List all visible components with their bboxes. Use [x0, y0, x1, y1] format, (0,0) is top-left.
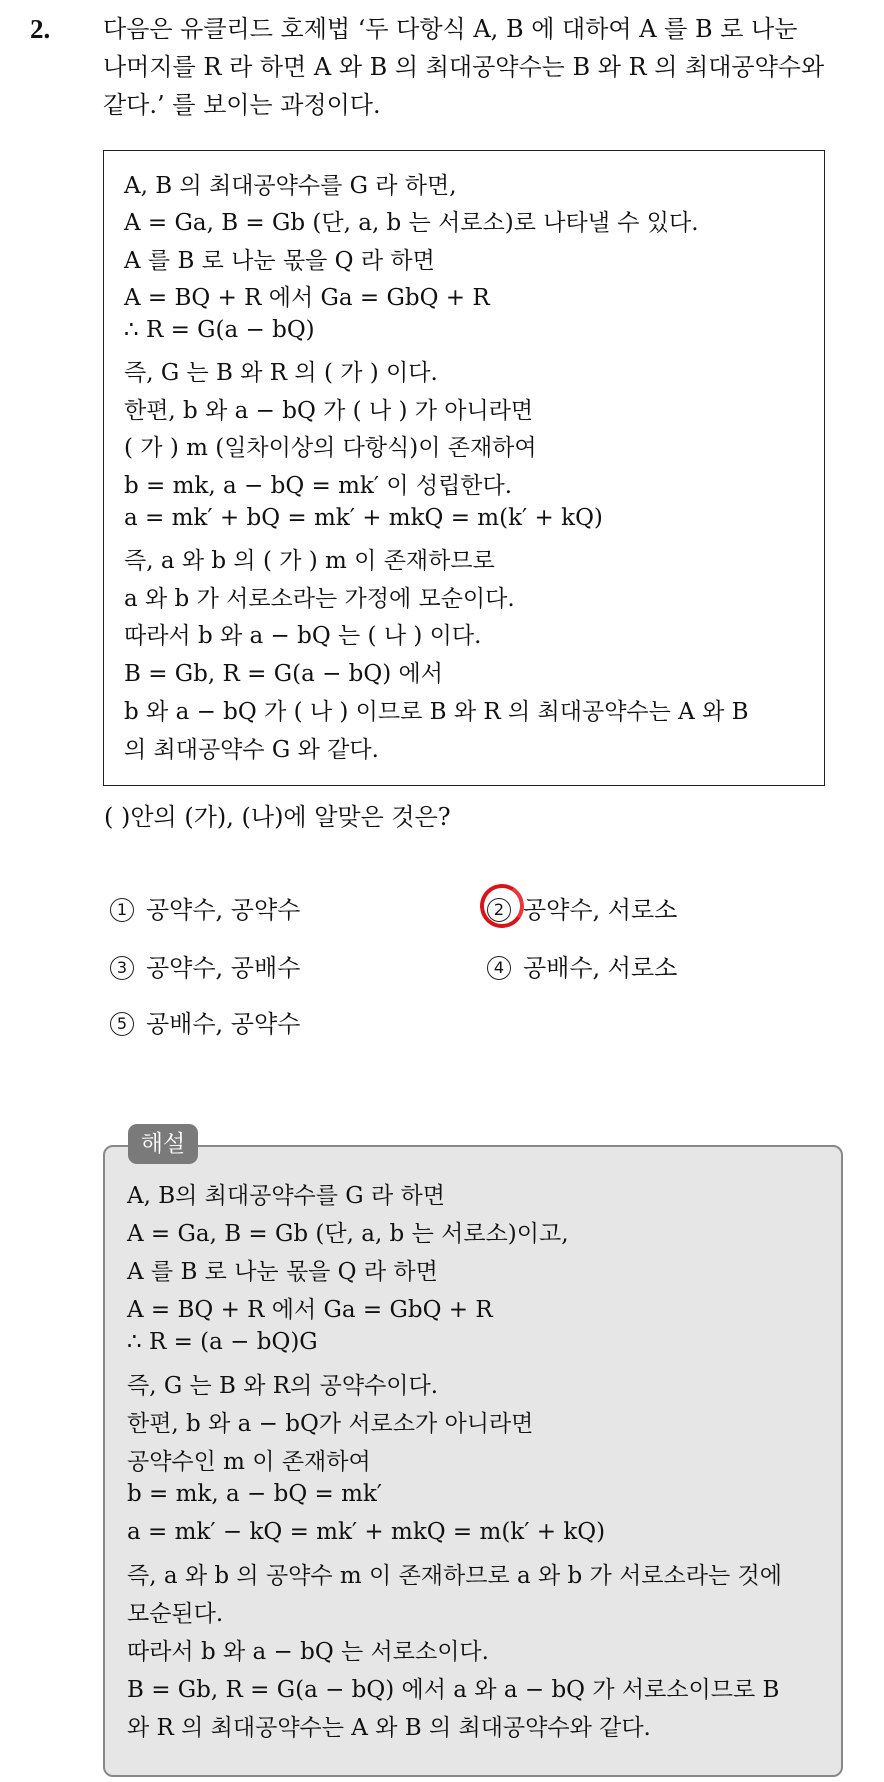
solution-line: 즉, G 는 B 와 R의 공약수이다.: [127, 1373, 439, 1399]
solution-line: b = mk, a − bQ = mk′: [127, 1481, 383, 1507]
solution-line: 공약수인 m 이 존재하여: [127, 1449, 371, 1475]
stem-line: 같다.’ 를 보이는 과정이다.: [103, 91, 381, 119]
question-stem: [103, 10, 863, 124]
choice-3[interactable]: [110, 948, 300, 983]
solution-line: ∴ R = (a − bQ)G: [127, 1329, 318, 1355]
solution-line: A, B의 최대공약수를 G 라 하면: [127, 1183, 445, 1209]
question-number: 2.: [30, 14, 51, 44]
solution-line: A = Ga, B = Gb (단, a, b 는 서로소)이고,: [127, 1221, 569, 1247]
proof-line: a = mk′ + bQ = mk′ + mkQ = m(k′ + kQ): [124, 505, 603, 531]
proof-line: b = mk, a − bQ = mk′ 이 성립한다.: [124, 473, 513, 499]
solution-line: A = BQ + R 에서 Ga = GbQ + R: [127, 1297, 493, 1323]
choice-4[interactable]: [487, 948, 677, 983]
stem-line: 나머지를 R 라 하면 A 와 B 의 최대공약수는 B 와 R 의 최대공약수와: [103, 53, 825, 81]
choice-text: 공약수, 공배수: [146, 954, 301, 982]
proof-line: b 와 a − bQ 가 ( 나 ) 이므로 B 와 R 의 최대공약수는 A 와 B: [124, 699, 749, 725]
proof-line: 따라서 b 와 a − bQ 는 ( 나 ) 이다.: [124, 623, 482, 649]
solution-line: a = mk′ − kQ = mk′ + mkQ = m(k′ + kQ): [127, 1519, 606, 1545]
solution-label: 해설: [128, 1124, 198, 1164]
proof-line: ( 가 ) m (일차이상의 다항식)이 존재하여: [124, 435, 537, 461]
choice-text: 공약수, 서로소: [523, 896, 678, 924]
proof-line: 의 최대공약수 G 와 같다.: [124, 737, 379, 763]
proof-line: B = Gb, R = G(a − bQ) 에서: [124, 661, 443, 687]
proof-line: 즉, a 와 b 의 ( 가 ) m 이 존재하므로: [124, 548, 495, 574]
proof-line: A, B 의 최대공약수를 G 라 하면,: [124, 173, 457, 199]
choice-text: 공배수, 공약수: [146, 1010, 301, 1038]
choice-number: 5: [110, 1012, 134, 1036]
proof-line: a 와 b 가 서로소라는 가정에 모순이다.: [124, 586, 515, 612]
stem-line: 다음은 유클리드 호제법 ‘두 다항식 A, B 에 대하여 A 를 B 로 나눈: [103, 15, 798, 43]
choice-number: 4: [487, 956, 511, 980]
choice-number: 2: [487, 898, 511, 922]
solution-line: 한편, b 와 a − bQ가 서로소가 아니라면: [127, 1411, 534, 1437]
solution-box: [103, 1145, 843, 1777]
solution-line: 와 R 의 최대공약수는 A 와 B 의 최대공약수와 같다.: [127, 1715, 651, 1741]
choice-1[interactable]: [110, 890, 300, 925]
solution-line: 따라서 b 와 a − bQ 는 서로소이다.: [127, 1639, 489, 1665]
proof-line: A 를 B 로 나눈 몫을 Q 라 하면: [124, 248, 435, 274]
choice-text: 공약수, 공약수: [146, 896, 301, 924]
choice-number: 3: [110, 956, 134, 980]
choice-number: 1: [110, 898, 134, 922]
question-prompt: ( )안의 (가), (나)에 알맞은 것은?: [104, 803, 451, 831]
proof-line: ∴ R = G(a − bQ): [124, 317, 315, 343]
solution-line: 즉, a 와 b 의 공약수 m 이 존재하므로 a 와 b 가 서로소라는 것에: [127, 1563, 782, 1589]
proof-line: 즉, G 는 B 와 R 의 ( 가 ) 이다.: [124, 360, 438, 386]
choice-5[interactable]: [110, 1004, 300, 1039]
choice-text: 공배수, 서로소: [523, 954, 678, 982]
solution-line: B = Gb, R = G(a − bQ) 에서 a 와 a − bQ 가 서로소이므로 B: [127, 1677, 780, 1703]
solution-line: 모순된다.: [127, 1601, 224, 1627]
proof-line: A = Ga, B = Gb (단, a, b 는 서로소)로 나타낼 수 있다.: [124, 210, 699, 236]
proof-line: A = BQ + R 에서 Ga = GbQ + R: [124, 285, 490, 311]
proof-box: [103, 150, 825, 786]
proof-line: 한편, b 와 a − bQ 가 ( 나 ) 가 아니라면: [124, 398, 534, 424]
solution-line: A 를 B 로 나눈 몫을 Q 라 하면: [127, 1259, 438, 1285]
